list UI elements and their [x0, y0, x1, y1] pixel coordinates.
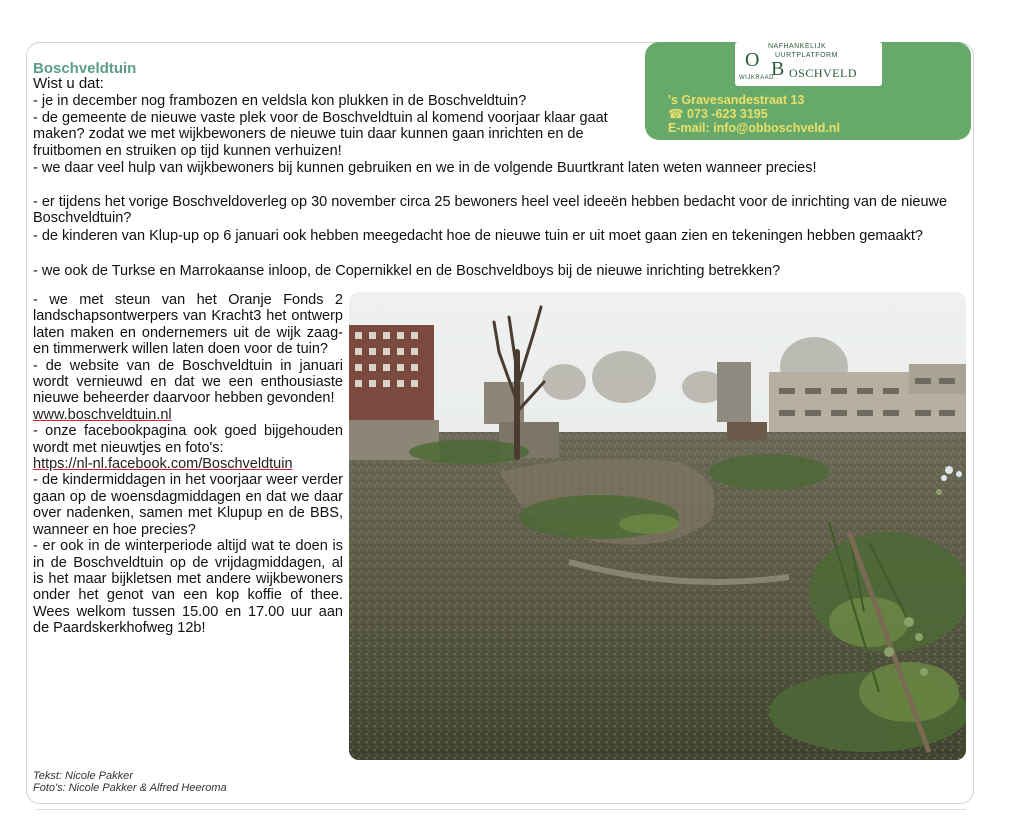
logo-prefix: WIJKRAAD — [739, 75, 775, 81]
logo-letter-o: O — [745, 49, 760, 71]
list-item: - de kinderen van Klup-up op 6 januari ook hebben meegedacht hoe de nieuwe tuin er uit moet gaan zien en tekeningen hebben gemaakt? — [33, 228, 923, 244]
contact-email: E-mail: info@obboschveld.nl — [668, 121, 840, 135]
page-divider — [36, 809, 966, 810]
contact-phone: ☎ 073 -623 3195 — [668, 107, 768, 121]
list-item: - de gemeente de nieuwe vaste plek voor de Boschveldtuin al komend voorjaar klaar gaat maken? zodat we met wijkbewoners de nieuwe tuin daar kunnen gaan inrichten en de fruitbomen en struiken op tijd kunnen verhuizen! — [33, 110, 608, 159]
obb-logo — [735, 42, 882, 86]
list-item: - de website van de Boschveldtuin in januari wordt vernieuwd en dat we een enthousiaste nieuwe beheerder daarvoor hebben gevonden! — [33, 357, 343, 407]
garden-photo — [349, 292, 966, 760]
contact-info — [668, 93, 840, 135]
credits-photo: Foto's: Nicole Pakker & Alfred Heeroma — [33, 782, 227, 794]
logo-letter-b: B — [771, 58, 785, 80]
logo-line-1: NAFHANKELIJK — [768, 43, 827, 50]
website-link[interactable]: www.boschveldtuin.nl — [33, 406, 172, 423]
list-item: - je in december nog frambozen en veldsla kon plukken in de Boschveldtuin? — [33, 93, 527, 109]
logo-name: OSCHVELD — [789, 66, 858, 80]
contact-address: 's Gravesandestraat 13 — [668, 93, 805, 107]
logo-line-2: UURTPLATFORM — [775, 52, 838, 59]
credits — [33, 770, 227, 794]
list-item: - we ook de Turkse en Marrokaanse inloop, de Copernikkel en de Boschveldboys bij de nieuwe inrichting betrekken? — [33, 263, 781, 279]
list-item: - we met steun van het Oranje Fonds 2 landschapsontwerpers van Kracht3 het ontwerp laten maken en ondernemers uit de wijk zaag- en timmerwerk willen laten doen voor de tuin? — [33, 292, 343, 358]
list-item: - de kindermiddagen in het voorjaar weer verder gaan op de woensdagmiddagen en dat we daar over nadenken, samen met Klupup en de BBS, wanneer en hoe precies? — [33, 472, 343, 538]
list-item: - onze facebookpagina ook goed bijgehouden wordt met nieuwtjes en foto's: — [33, 423, 343, 456]
article-column — [33, 292, 343, 637]
article-intro: Wist u dat: — [33, 75, 104, 92]
article-title: Boschveldtuin — [33, 60, 137, 77]
list-item: - we daar veel hulp van wijkbewoners bij kunnen gebruiken en we in de volgende Buurtkrant laten weten wanneer precies! — [33, 160, 817, 176]
credits-text: Tekst: Nicole Pakker — [33, 770, 133, 782]
list-item: - er tijdens het vorige Boschveldoverleg op 30 november circa 25 bewoners heel veel ideeën hebben bedacht voor de inrichting van de nieuwe Boschveldtuin? — [33, 194, 948, 227]
facebook-link[interactable]: https://nl-nl.facebook.com/Boschveldtuin — [33, 456, 293, 473]
list-item: - er ook in de winterperiode altijd wat te doen is in de Boschveldtuin op de vrijdagmiddagen, al is het maar bijkletsen met andere wijkbewoners onder het genot van een kop koffie of thee. Wees welkom tussen 15.00 en 17.00 uur aan de Paardskerkhofweg 12b! — [33, 538, 343, 637]
